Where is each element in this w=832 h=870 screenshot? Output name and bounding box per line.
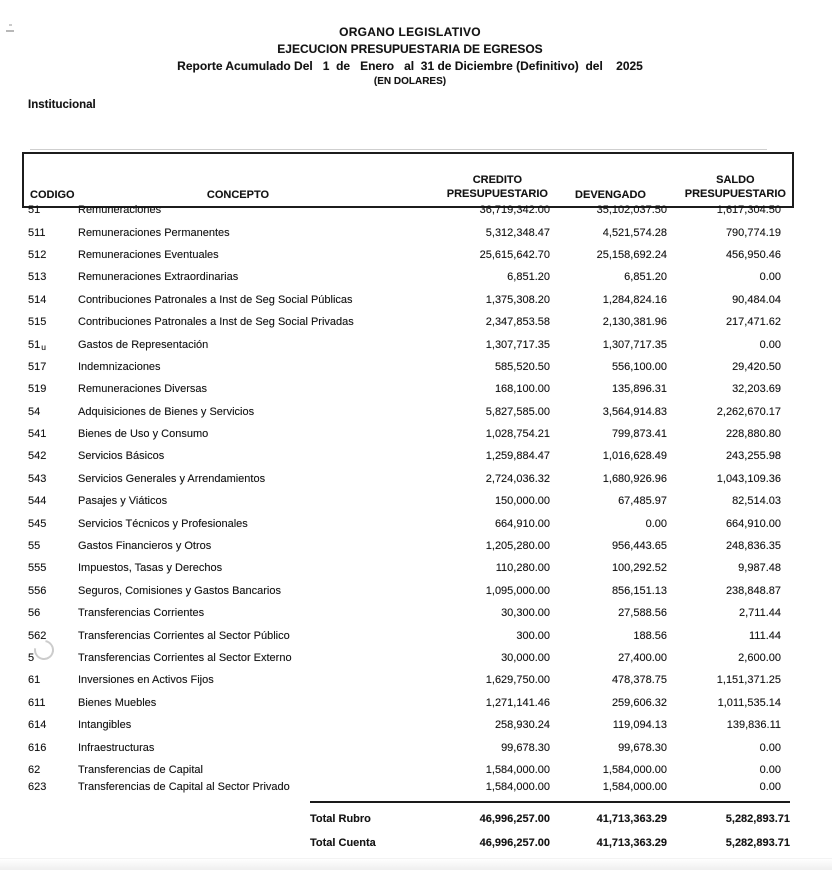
credito-value: 664,910.00 — [494, 517, 550, 530]
credito-value: 110,280.00 — [495, 562, 550, 575]
saldo-value: 228,880.80 — [725, 428, 781, 441]
table-row — [22, 669, 790, 691]
row-code: 56 — [28, 607, 41, 620]
row-concept: Bienes de Uso y Consumo — [78, 428, 209, 441]
table-row — [22, 624, 790, 646]
total-devengado-value: 41,713,363.29 — [596, 837, 667, 849]
devengado-value: 100,292.52 — [611, 562, 667, 575]
column-header-credito-line1: CREDITO — [472, 174, 523, 186]
row-concept: Transferencias de Capital al Sector Privado — [78, 781, 290, 794]
table-row — [22, 557, 790, 579]
row-code: 623 — [28, 781, 47, 794]
row-concept: Contribuciones Patronales a Inst de Seg Social Públicas — [78, 293, 353, 306]
row-code: 542 — [28, 450, 47, 463]
row-concept: Bienes Muebles — [78, 696, 157, 709]
table-row — [22, 490, 790, 512]
table-row — [22, 311, 790, 333]
row-code: 55 — [28, 540, 41, 553]
section-label-institucional: Institucional — [28, 99, 96, 111]
credito-value: 1,205,280.00 — [485, 540, 550, 553]
saldo-value: 238,848.87 — [725, 584, 781, 597]
credito-value: 5,312,348.47 — [485, 226, 550, 239]
table-row — [22, 776, 790, 798]
credito-value: 150,000.00 — [494, 495, 550, 508]
saldo-value: 2,262,670.17 — [716, 405, 781, 418]
row-concept: Transferencias Corrientes al Sector Público — [78, 629, 290, 642]
row-code: 513 — [28, 271, 47, 284]
row-code: 556 — [28, 584, 47, 597]
total-credito-value: 46,996,257.00 — [479, 813, 550, 825]
row-code: 514 — [28, 293, 47, 306]
table-row — [22, 199, 790, 221]
row-code: 541 — [28, 428, 47, 441]
row-code: 545 — [28, 517, 47, 530]
column-header-codigo: CODIGO — [30, 189, 75, 201]
table-row — [22, 221, 790, 243]
table-row — [22, 714, 790, 736]
credito-value: 1,629,750.00 — [485, 674, 550, 687]
column-header-saldo-line1: SALDO — [716, 174, 755, 186]
row-concept: Gastos Financieros y Otros — [78, 540, 212, 553]
devengado-value: 27,588.56 — [618, 607, 667, 620]
row-code: 51u — [28, 338, 46, 352]
table-row — [22, 580, 790, 602]
report-title: EJECUCION PRESUPUESTARIA DE EGRESOS — [277, 42, 543, 56]
devengado-value: 1,680,926.96 — [602, 472, 667, 485]
credito-value: 5,827,585.00 — [485, 405, 550, 418]
saldo-value: 0.00 — [759, 338, 781, 351]
row-code: 61 — [28, 674, 41, 687]
credito-value: 25,615,642.70 — [479, 248, 550, 261]
saldo-value: 139,836.11 — [726, 719, 781, 732]
row-concept: Servicios Generales y Arrendamientos — [78, 472, 266, 485]
row-concept: Transferencias Corrientes — [78, 607, 205, 620]
total-credito-value: 46,996,257.00 — [479, 837, 550, 849]
row-concept: Infraestructuras — [78, 741, 155, 754]
scan-bottom-band — [0, 858, 832, 870]
column-header-credito — [402, 173, 552, 201]
devengado-value: 4,521,574.28 — [602, 226, 667, 239]
row-concept: Transferencias Corrientes al Sector Externo — [78, 652, 292, 664]
devengado-value: 1,284,824.16 — [602, 293, 667, 306]
saldo-value: 29,420.50 — [732, 360, 781, 373]
credito-value: 30,300.00 — [501, 607, 550, 620]
row-code: 555 — [28, 562, 47, 575]
saldo-value: 0.00 — [759, 271, 781, 284]
column-header-devengado: DEVENGADO — [575, 189, 646, 201]
credito-value: 1,307,717.35 — [485, 338, 550, 351]
row-code: 519 — [28, 383, 47, 396]
row-concept: Pasajes y Viáticos — [78, 495, 168, 508]
devengado-value: 556,100.00 — [611, 360, 667, 373]
saldo-value: 1,011,535.14 — [717, 696, 781, 709]
row-code: 611 — [28, 696, 46, 709]
row-code: 544 — [28, 495, 47, 508]
saldo-value: 248,836.35 — [725, 540, 781, 553]
table-row — [22, 401, 790, 423]
devengado-value: 188.56 — [633, 629, 667, 642]
table-row — [22, 512, 790, 534]
saldo-value: 1,151,371.25 — [716, 674, 781, 687]
devengado-value: 1,584,000.00 — [602, 781, 667, 794]
credito-value: 2,724,036.32 — [485, 472, 550, 485]
saldo-value: 664,910.00 — [725, 517, 781, 530]
saldo-value: 1,043,109.36 — [716, 472, 781, 485]
saldo-value: 111.44 — [748, 629, 781, 642]
total-saldo-value: 5,282,893.71 — [725, 813, 790, 825]
column-header-saldo-line2: PRESUPUESTARIO — [684, 188, 786, 200]
column-header-saldo — [669, 173, 792, 201]
row-concept: Remuneraciones — [78, 204, 162, 217]
saldo-value: 9,987.48 — [738, 562, 781, 575]
credito-value: 1,259,884.47 — [485, 450, 550, 463]
table-row — [22, 736, 790, 758]
column-header-concepto: CONCEPTO — [206, 189, 270, 201]
row-code: 62 — [28, 763, 41, 776]
devengado-value: 956,443.65 — [611, 540, 667, 553]
row-code: 614 — [28, 719, 47, 732]
credito-value: 2,347,853.58 — [485, 316, 550, 329]
table-row — [22, 602, 790, 624]
devengado-value: 1,016,628.49 — [602, 450, 667, 463]
credito-value: 6,851.20 — [507, 271, 550, 284]
row-code: 517 — [28, 360, 47, 373]
table-row — [22, 647, 790, 669]
table-row — [22, 535, 790, 557]
devengado-value: 67,485.97 — [618, 495, 667, 508]
row-concept: Contribuciones Patronales a Inst de Seg Social Privadas — [78, 316, 354, 329]
total-row — [22, 807, 790, 831]
devengado-value: 478,378.75 — [611, 674, 667, 687]
devengado-value: 856,151.13 — [611, 584, 667, 597]
saldo-value: 0.00 — [759, 781, 781, 794]
devengado-value: 1,307,717.35 — [602, 338, 667, 351]
report-currency-note: (EN DOLARES) — [373, 76, 447, 87]
row-code: 616 — [28, 741, 47, 754]
credito-value: 1,028,754.21 — [485, 428, 550, 441]
row-concept: Remuneraciones Extraordinarias — [78, 271, 239, 284]
table-row — [22, 445, 790, 467]
table-row — [22, 333, 790, 355]
row-code: 562 — [28, 629, 47, 642]
saldo-value: 0.00 — [759, 741, 781, 754]
totals-section — [22, 801, 790, 855]
table-row — [22, 692, 790, 714]
credito-value: 30,000.00 — [501, 652, 550, 664]
row-concept: Impuestos, Tasas y Derechos — [78, 562, 223, 575]
totals-divider-line — [310, 801, 790, 803]
saldo-value: 217,471.62 — [725, 316, 781, 329]
row-concept: Intangibles — [78, 719, 132, 732]
row-code: 51 — [28, 204, 41, 217]
saldo-value: 790,774.19 — [725, 226, 781, 239]
row-concept: Gastos de Representación — [78, 338, 209, 351]
report-period-line: Reporte Acumulado Del 1 de Enero al 31 de Diciembre (Definitivo) del 2025 — [177, 59, 643, 73]
credito-value: 1,584,000.00 — [485, 763, 550, 776]
devengado-value: 135,896.31 — [611, 383, 667, 396]
devengado-value: 3,564,914.83 — [602, 405, 667, 418]
row-code: 54 — [28, 405, 41, 418]
table-row — [22, 244, 790, 266]
saldo-value: 243,255.98 — [725, 450, 781, 463]
devengado-value: 0.00 — [645, 517, 667, 530]
saldo-value: 32,203.69 — [732, 383, 781, 396]
credito-value: 258,930.24 — [494, 719, 550, 732]
table-body — [22, 199, 790, 799]
saldo-value: 90,484.04 — [732, 293, 781, 306]
row-concept: Transferencias de Capital — [78, 763, 203, 776]
saldo-value: 2,600.00 — [738, 652, 781, 664]
devengado-value: 99,678.30 — [618, 741, 667, 754]
saldo-value: 0.00 — [759, 763, 781, 776]
row-code: 512 — [28, 248, 47, 261]
row-concept: Inversiones en Activos Fijos — [78, 674, 214, 687]
total-devengado-value: 41,713,363.29 — [596, 813, 667, 825]
row-concept: Adquisiciones de Bienes y Servicios — [78, 405, 255, 418]
credito-value: 1,095,000.00 — [485, 584, 550, 597]
credito-value: 99,678.30 — [501, 741, 550, 754]
row-code: 511 — [28, 226, 46, 239]
devengado-value: 6,851.20 — [624, 271, 667, 284]
devengado-value: 119,094.13 — [612, 719, 667, 732]
row-concept: Servicios Básicos — [78, 450, 165, 463]
credito-value: 168,100.00 — [494, 383, 550, 396]
devengado-value: 259,606.32 — [611, 696, 667, 709]
saldo-value: 456,950.46 — [725, 248, 781, 261]
saldo-value: 82,514.03 — [732, 495, 781, 508]
row-code: 5 — [28, 652, 35, 664]
total-label: Total Rubro — [310, 813, 371, 825]
row-concept: Indemnizaciones — [78, 360, 161, 373]
table-row — [22, 289, 790, 311]
devengado-value: 27,400.00 — [618, 652, 667, 664]
devengado-value: 25,158,692.24 — [596, 248, 667, 261]
report-org-title: ORGANO LEGISLATIVO — [339, 25, 481, 39]
column-header-credito-line2: PRESUPUESTARIO — [446, 188, 548, 200]
total-row — [22, 831, 790, 855]
table-row — [22, 468, 790, 490]
credito-value: 1,375,308.20 — [485, 293, 550, 306]
table-row — [22, 356, 790, 378]
devengado-value: 2,130,381.96 — [602, 316, 667, 329]
total-label: Total Cuenta — [310, 837, 376, 849]
devengado-value: 1,584,000.00 — [602, 763, 667, 776]
credito-value: 585,520.50 — [494, 360, 550, 373]
saldo-value: 2,711.44 — [738, 607, 781, 620]
saldo-value: 1,617,304.50 — [716, 204, 781, 217]
table-row — [22, 423, 790, 445]
row-concept: Remuneraciones Eventuales — [78, 248, 219, 261]
credito-value: 300.00 — [516, 629, 550, 642]
scan-garbled-digit: u — [41, 341, 46, 352]
row-concept: Remuneraciones Diversas — [78, 383, 207, 396]
total-saldo-value: 5,282,893.71 — [725, 837, 790, 849]
row-code: 515 — [28, 316, 47, 329]
devengado-value: 799,873.41 — [611, 428, 667, 441]
credito-value: 1,584,000.00 — [485, 781, 550, 794]
devengado-value: 35,102,037.50 — [596, 204, 667, 217]
row-concept: Remuneraciones Permanentes — [78, 226, 230, 239]
credito-value: 1,271,141.46 — [485, 696, 550, 709]
credito-value: 36,719,342.00 — [479, 204, 550, 217]
table-row — [22, 266, 790, 288]
table-row — [22, 378, 790, 400]
row-concept: Servicios Técnicos y Profesionales — [78, 517, 248, 530]
row-concept: Seguros, Comisiones y Gastos Bancarios — [78, 584, 281, 597]
row-code: 543 — [28, 472, 47, 485]
